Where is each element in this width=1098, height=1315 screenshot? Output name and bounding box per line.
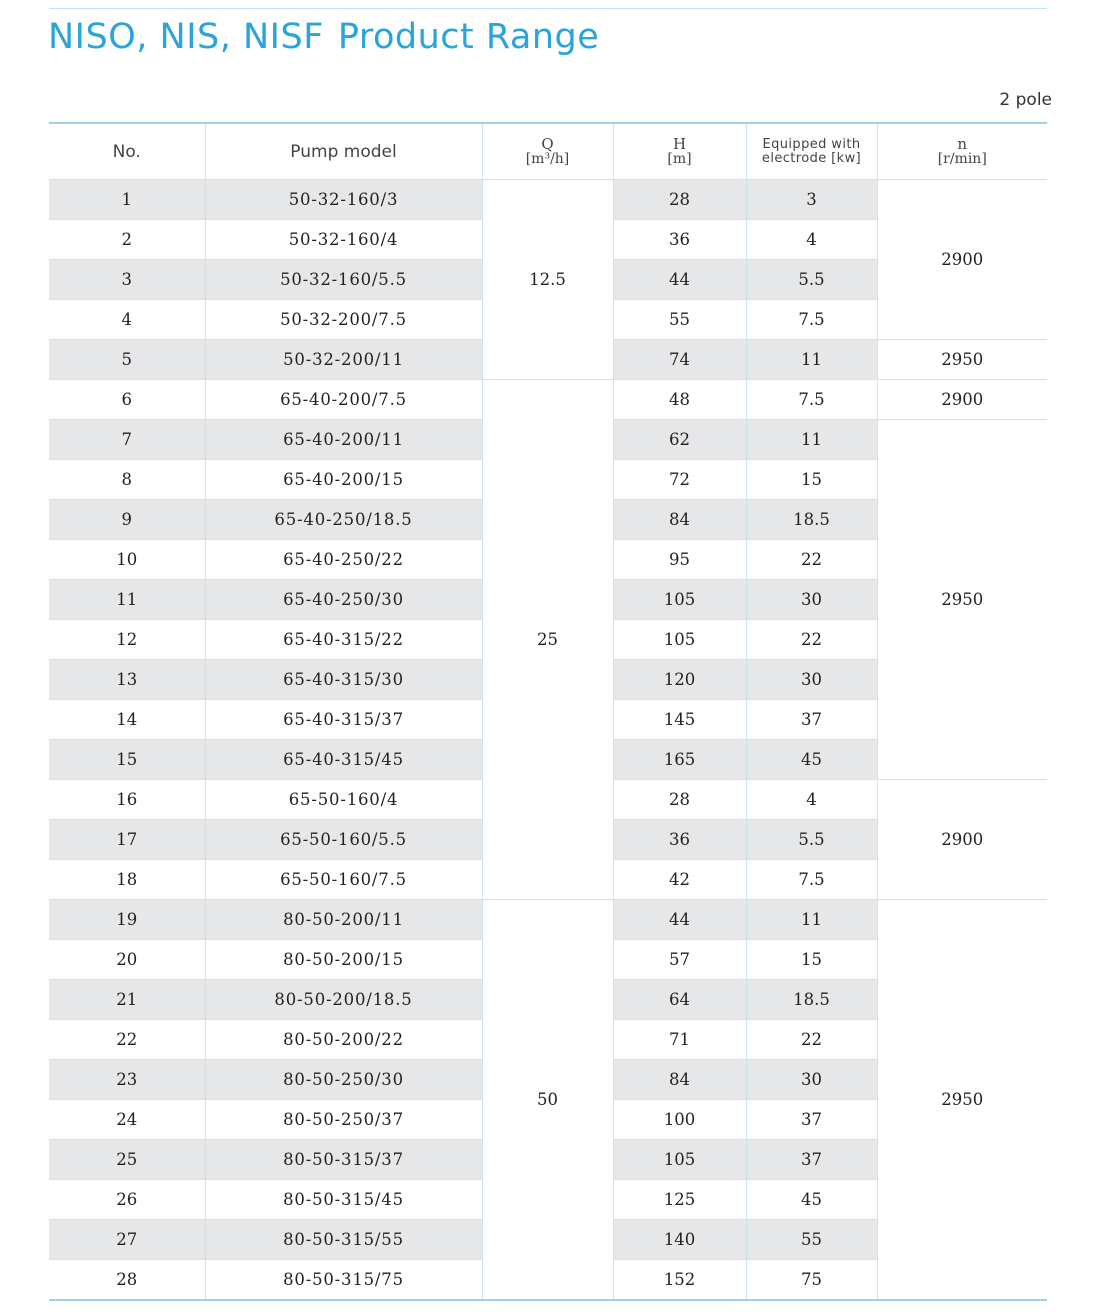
cell-model [205,1140,482,1180]
cell-power: 15 [746,940,877,980]
header-n-unit: [r/min] [937,150,987,167]
cell-power: 45 [746,1180,877,1220]
cell-head: 72 [613,460,746,500]
cell-head: 120 [613,660,746,700]
cell-power: 15 [746,460,877,500]
header-n [877,123,1047,180]
header-h [613,123,746,180]
table-row [49,900,1047,940]
cell-head: 84 [613,1060,746,1100]
cell-power: 22 [746,620,877,660]
cell-model-text: 80-50-315/45 [283,1190,404,1209]
cell-model [205,500,482,540]
cell-model [205,1020,482,1060]
cell-model [205,540,482,580]
title-series: NISO, NIS, NISF [48,17,324,57]
cell-head: 36 [613,820,746,860]
cell-power: 75 [746,1260,877,1301]
cell-model [205,980,482,1020]
header-n-symbol: n [957,134,968,153]
cell-model [205,820,482,860]
cell-model-text: 65-40-200/7.5 [280,390,407,409]
cell-no: 20 [49,940,205,980]
cell-model-text: 65-40-200/11 [283,430,404,449]
cell-head: 48 [613,380,746,420]
cell-power: 37 [746,1100,877,1140]
cell-model-text: 65-40-200/15 [283,470,404,489]
cell-no: 18 [49,860,205,900]
cell-no: 5 [49,340,205,380]
cell-model-text: 50-32-160/4 [288,230,399,249]
header-q-symbol: Q [541,134,554,153]
cell-head: 44 [613,260,746,300]
cell-model [205,940,482,980]
cell-model [205,220,482,260]
cell-no: 9 [49,500,205,540]
table-header [49,123,1047,180]
cell-model-text: 65-40-315/45 [283,750,404,769]
cell-power: 7.5 [746,380,877,420]
cell-model [205,260,482,300]
cell-no: 19 [49,900,205,940]
cell-head: 152 [613,1260,746,1301]
cell-head: 64 [613,980,746,1020]
cell-head: 95 [613,540,746,580]
cell-model-text: 65-40-250/30 [283,590,404,609]
cell-model [205,380,482,420]
cell-head: 36 [613,220,746,260]
cell-power: 30 [746,1060,877,1100]
cell-model [205,1260,482,1301]
cell-model [205,580,482,620]
cell-model [205,860,482,900]
cell-model-text: 50-32-160/5.5 [280,270,407,289]
cell-power: 3 [746,180,877,220]
cell-no: 2 [49,220,205,260]
cell-model-text: 80-50-250/30 [283,1070,404,1089]
header-power-line1: Equipped with [762,136,861,152]
pole-note: 2 pole [999,90,1052,110]
cell-no: 23 [49,1060,205,1100]
header-no: No. [49,123,205,180]
cell-power: 30 [746,660,877,700]
cell-head: 100 [613,1100,746,1140]
cell-no: 3 [49,260,205,300]
cell-no: 13 [49,660,205,700]
cell-model [205,340,482,380]
cell-model [205,1100,482,1140]
cell-power: 37 [746,1140,877,1180]
cell-head: 71 [613,1020,746,1060]
cell-model-text: 65-40-250/22 [283,550,404,569]
cell-speed: 2950 [877,340,1047,380]
cell-speed: 2900 [877,780,1047,900]
cell-head: 165 [613,740,746,780]
product-range-table [49,122,1047,1301]
header-power-line2: electrode [kw] [761,150,862,166]
cell-no: 26 [49,1180,205,1220]
cell-no: 21 [49,980,205,1020]
cell-model-text: 65-50-160/4 [288,790,399,809]
cell-no: 28 [49,1260,205,1301]
cell-head: 74 [613,340,746,380]
cell-no: 22 [49,1020,205,1060]
cell-power: 7.5 [746,860,877,900]
header-model: Pump model [205,123,482,180]
cell-model-text: 65-40-315/37 [283,710,404,729]
cell-no: 12 [49,620,205,660]
cell-power: 22 [746,1020,877,1060]
cell-head: 28 [613,180,746,220]
header-q-unit: [m³/h] [525,150,570,167]
cell-model [205,740,482,780]
cell-power: 11 [746,420,877,460]
cell-power: 11 [746,900,877,940]
cell-no: 15 [49,740,205,780]
cell-power: 4 [746,780,877,820]
cell-head: 42 [613,860,746,900]
cell-no: 16 [49,780,205,820]
cell-model-text: 65-40-250/18.5 [274,510,413,529]
table-row [49,180,1047,220]
cell-model [205,300,482,340]
cell-power: 18.5 [746,980,877,1020]
cell-power: 45 [746,740,877,780]
cell-model-text: 80-50-315/75 [283,1270,404,1289]
cell-head: 105 [613,620,746,660]
cell-power: 22 [746,540,877,580]
cell-model-text: 65-40-315/30 [283,670,404,689]
cell-power: 7.5 [746,300,877,340]
cell-power: 18.5 [746,500,877,540]
cell-head: 44 [613,900,746,940]
cell-no: 11 [49,580,205,620]
cell-model-text: 80-50-200/15 [283,950,404,969]
cell-model-text: 65-50-160/7.5 [280,870,407,889]
cell-no: 8 [49,460,205,500]
cell-flow-rate: 25 [482,380,613,900]
cell-no: 14 [49,700,205,740]
cell-model-text: 80-50-200/18.5 [274,990,413,1009]
cell-model [205,1220,482,1260]
cell-speed: 2950 [877,900,1047,1301]
cell-model-text: 50-32-160/3 [288,190,399,209]
cell-head: 28 [613,780,746,820]
cell-model [205,780,482,820]
cell-model [205,1060,482,1100]
cell-head: 140 [613,1220,746,1260]
page-title [48,14,599,60]
cell-no: 27 [49,1220,205,1260]
cell-head: 105 [613,1140,746,1180]
cell-no: 1 [49,180,205,220]
table-body [49,180,1047,1301]
cell-speed: 2900 [877,180,1047,340]
header-power [746,123,877,180]
cell-speed: 2900 [877,380,1047,420]
cell-head: 105 [613,580,746,620]
cell-flow-rate: 50 [482,900,613,1301]
cell-model-text: 50-32-200/11 [283,350,404,369]
table-row [49,380,1047,420]
cell-power: 37 [746,700,877,740]
cell-power: 5.5 [746,260,877,300]
cell-model-text: 80-50-315/37 [283,1150,404,1169]
cell-model [205,420,482,460]
cell-model [205,620,482,660]
cell-head: 55 [613,300,746,340]
cell-model-text: 65-40-315/22 [283,630,404,649]
header-h-symbol: H [672,134,687,153]
cell-model [205,1180,482,1220]
cell-no: 7 [49,420,205,460]
cell-no: 25 [49,1140,205,1180]
cell-model [205,660,482,700]
cell-head: 125 [613,1180,746,1220]
cell-flow-rate: 12.5 [482,180,613,380]
cell-power: 4 [746,220,877,260]
cell-model-text: 50-32-200/7.5 [280,310,407,329]
cell-model-text: 80-50-250/37 [283,1110,404,1129]
cell-model-text: 80-50-200/22 [283,1030,404,1049]
cell-no: 10 [49,540,205,580]
cell-no: 17 [49,820,205,860]
cell-power: 11 [746,340,877,380]
cell-power: 30 [746,580,877,620]
cell-power: 5.5 [746,820,877,860]
cell-model [205,900,482,940]
cell-no: 6 [49,380,205,420]
cell-head: 57 [613,940,746,980]
title-subtitle: Product Range [337,17,600,57]
cell-model-text: 65-50-160/5.5 [280,830,407,849]
cell-model-text: 80-50-200/11 [283,910,404,929]
top-rule [49,8,1047,9]
cell-no: 4 [49,300,205,340]
header-q [482,123,613,180]
header-h-unit: [m] [667,150,692,167]
cell-power: 55 [746,1220,877,1260]
cell-head: 62 [613,420,746,460]
cell-model [205,460,482,500]
cell-head: 145 [613,700,746,740]
cell-model [205,180,482,220]
header-row [49,123,1047,180]
cell-no: 24 [49,1100,205,1140]
cell-model-text: 80-50-315/55 [283,1230,404,1249]
cell-model [205,700,482,740]
cell-head: 84 [613,500,746,540]
cell-speed: 2950 [877,420,1047,780]
